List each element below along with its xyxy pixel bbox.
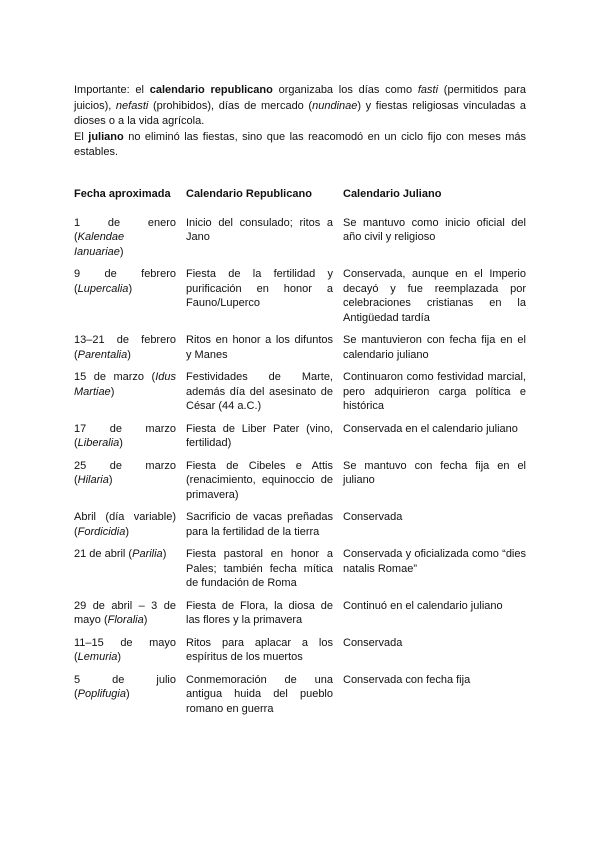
text-run: organizaba los días como [272,84,418,96]
latin-name: Hilaria [77,474,109,486]
cell-fecha [70,333,182,370]
fecha-content [74,510,176,538]
latin-close: ) [126,688,130,700]
latin-open: ( [74,437,78,449]
cell-republicano: Conmemoración de una antigua huida del pueblo romano en guerra [186,673,333,715]
intro-paragraph-1 [74,83,526,130]
text-run: no eliminó las fiestas, sino que las reacomodó en un ciclo fijo con meses más estables. [74,130,526,158]
latin-close: ) [119,437,123,449]
latin-name: Poplifugia [77,688,126,700]
fecha-content [74,636,176,664]
fecha-text: 5 de julio [74,673,176,686]
fecha-text: 1 de enero [74,216,176,229]
latin-open: ( [144,371,156,383]
latin-open: ( [74,651,78,663]
festivals-table [70,187,532,724]
table-row [70,510,532,547]
fecha-content [74,673,176,701]
bold-text: juliano [88,130,124,143]
latin-close: ) [128,282,133,295]
cell-republicano: Fiesta de Liber Pater (vino, fertilidad) [186,422,333,449]
fecha-content [74,216,176,258]
fecha-text: 21 de abril [74,548,126,560]
fecha-text: Abril (día variable) [74,511,176,523]
cell-republicano: Fiesta de la fertilidad y purificación en honor a Fauno/Luperco [186,268,333,309]
cell-juliano: Se mantuvieron con fecha fija en el calendario juliano [343,334,526,361]
table-row [70,267,532,333]
latin-name: Idus Martiae [74,371,176,398]
latin-name: Fordicidia [77,525,126,538]
fecha-text: 15 de marzo [74,371,145,383]
cell-fecha [70,636,182,673]
text-run: (permitidos para juicios), [74,84,526,112]
fecha-content [74,422,176,450]
cell-fecha [70,422,182,459]
fecha-text: 9 de febrero [74,268,176,280]
cell-juliano: Se mantuvo como inicio oficial del año civil y religioso [343,216,526,243]
latin-open: ( [74,348,78,361]
latin-name: Parentalia [77,348,128,361]
bold-text: calendario republicano [149,84,273,96]
fecha-content [74,548,166,560]
cell-republicano: Sacrificio de vacas preñadas para la fertilidad de la tierra [186,511,333,538]
latin-open: ( [74,525,78,538]
cell-republicano: Fiesta pastoral en honor a Pales; también fecha mítica de fundación de Roma [186,548,333,589]
cell-juliano: Conservada [343,511,403,523]
table-row [70,422,532,459]
latin-open: ( [74,688,78,700]
cell-republicano: Inicio del consulado; ritos a Jano [186,216,333,243]
cell-fecha [70,547,182,599]
cell-juliano: Conservada [343,636,403,649]
italic-term: nefasti [115,99,149,112]
latin-name: Lemuria [77,651,118,663]
text-run: El [74,130,89,143]
fecha-content [74,371,176,398]
cell-fecha [70,216,182,268]
table-row [70,547,532,599]
table-row [70,333,532,370]
table-row [70,459,532,511]
cell-juliano: Conservada en el calendario juliano [343,422,518,435]
text-run: ) y fiestas religiosas vinculadas a dioses o a la vida agrícola. [74,99,527,127]
table-row [70,370,532,422]
fecha-content [74,333,176,361]
latin-open: ( [74,282,78,295]
latin-open: ( [74,231,78,243]
cell-fecha [70,370,182,422]
latin-open: ( [74,474,78,486]
italic-term: fasti [417,84,439,96]
table-body [70,216,532,725]
cell-republicano: Ritos para aplacar a los espíritus de los muertos [186,636,333,663]
table-header-row [70,187,532,216]
table-row [70,673,532,725]
table-row [70,216,532,268]
fecha-text: 29 de abril – 3 de mayo [74,599,176,626]
latin-name: Lupercalia [77,282,129,295]
latin-close: ) [108,474,113,486]
cell-republicano: Ritos en honor a los difuntos y Manes [186,334,333,361]
cell-fecha [70,267,182,333]
cell-juliano: Conservada con fecha fija [343,673,471,686]
fecha-content [74,459,176,487]
fecha-text: 25 de marzo [74,459,176,472]
text-run: (prohibidos), días de mercado ( [148,99,313,112]
latin-close: ) [143,614,148,626]
header-juliano: Calendario Juliano [343,188,442,200]
cell-republicano: Festividades de Marte, además día del asesinato de César (44 a.C.) [186,371,333,412]
intro-note [74,83,526,161]
cell-fecha [70,673,182,725]
latin-open: ( [125,548,133,560]
cell-fecha [70,459,182,511]
table-row [70,599,532,636]
latin-name: Floralia [107,614,144,626]
latin-open: ( [100,614,108,626]
table-row [70,636,532,673]
latin-close: ) [110,385,115,398]
latin-name: Liberalia [77,437,120,449]
cell-fecha [70,510,182,547]
latin-close: ) [119,245,124,258]
latin-name: Parilia [132,548,163,560]
fecha-content [74,267,176,295]
text-run: Importante: el [74,84,150,96]
fecha-text: 11–15 de mayo [74,636,176,649]
cell-juliano: Continuó en el calendario juliano [343,599,503,612]
header-fecha: Fecha aproximada [74,188,171,200]
fecha-text: 17 de marzo [74,422,176,435]
fecha-content [74,600,176,627]
cell-republicano: Fiesta de Flora, la diosa de las flores y la primavera [186,599,333,626]
latin-close: ) [127,348,131,361]
latin-close: ) [162,548,167,560]
latin-close: ) [117,651,122,663]
cell-republicano: Fiesta de Cibeles e Attis (renacimiento, equinoccio de primavera) [186,459,333,501]
fecha-text: 13–21 de febrero [74,334,176,346]
latin-name: Kalendae Ianuariae [74,231,125,258]
cell-fecha [70,599,182,636]
italic-term: nundinae [312,99,358,112]
cell-juliano: Se mantuvo con fecha fija en el juliano [343,459,526,486]
intro-paragraph-2 [74,130,526,161]
header-republicano: Calendario Republicano [186,188,312,200]
cell-juliano: Continuaron como festividad marcial, pero adquirieron carga política e histórica [343,371,526,412]
cell-juliano: Conservada y oficializada como “dies natalis Romae” [343,548,526,575]
latin-close: ) [125,525,130,538]
cell-juliano: Conservada, aunque en el Imperio decayó y fue reemplazada por celebraciones cristianas en la Antigüedad tardía [343,268,526,324]
